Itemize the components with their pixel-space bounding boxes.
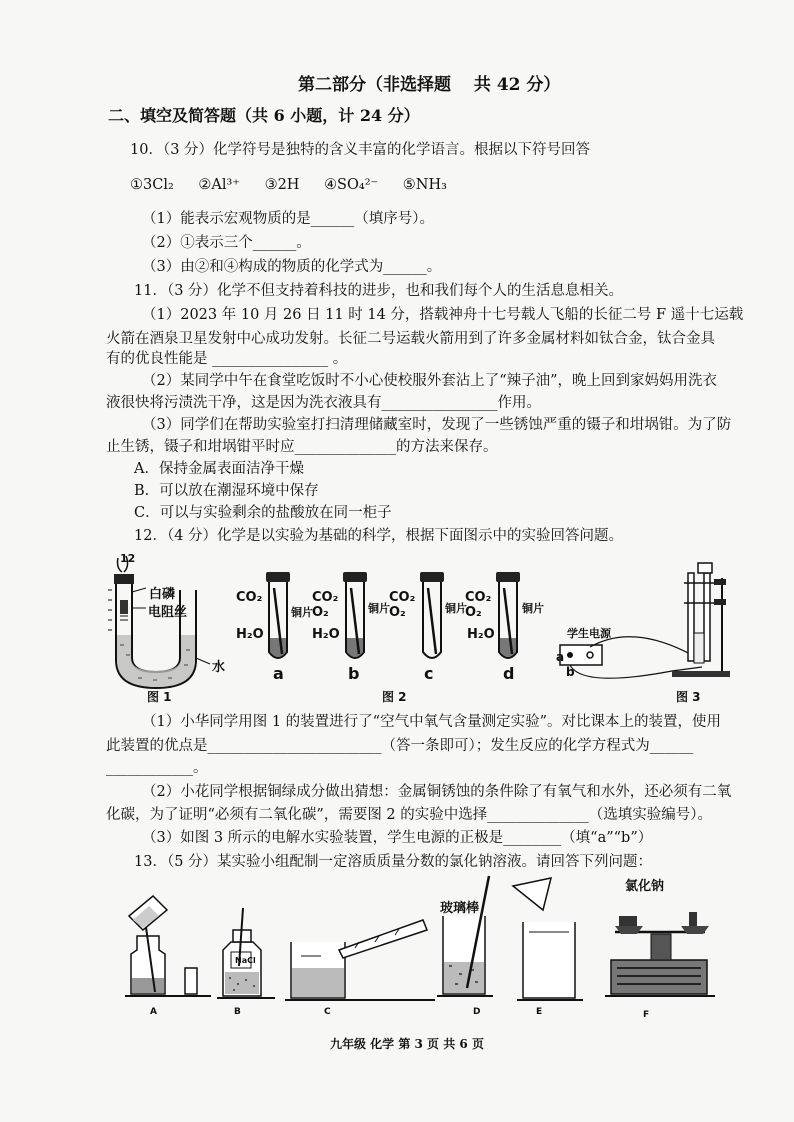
q13-letter-f: F	[643, 1010, 650, 1020]
q11-option-b: B．可以放在潮湿环境中保存	[134, 483, 319, 499]
q10-symbol-5: ⑤NH₃	[402, 177, 447, 193]
tube-b-letter: b	[348, 664, 360, 683]
q13-letter-a: A	[150, 1007, 157, 1017]
part-title: 第二部分（非选择题 共 42 分）	[298, 75, 561, 95]
q13-letter-d: D	[473, 1007, 481, 1017]
page-footer: 九年级 化学 第 3 页 共 6 页	[330, 1037, 484, 1051]
fig1-number: 12	[120, 552, 136, 565]
figure-2-test-tubes	[262, 568, 532, 678]
q11-option-a: A．保持金属表面洁净干燥	[134, 461, 304, 477]
q12-sub1-line3: ____________。	[106, 760, 208, 776]
q12-sub2-line2: 化碳，为了证明“必须有二氧化碳”，需要图 2 的实验中选择______________（选填实验编号）。	[106, 807, 713, 823]
fig2-caption: 图 2	[382, 690, 407, 704]
q11-sub2-line1: （2）某同学中午在食堂吃饭时不小心使校服外套沾上了“辣子油”，晚上回到家妈妈用洗衣	[142, 373, 718, 389]
q11-sub2-line2: 液很快将污渍洗干净，这是因为洗衣液具有________________作用。	[106, 395, 541, 411]
q11-sub3-line2: 止生锈，镊子和坩埚钳平时应______________的方法来保存。	[106, 439, 498, 455]
q10-symbol-1: ①3Cl₂	[130, 177, 174, 193]
q10-symbol-2: ②Al³⁺	[198, 177, 240, 193]
q13-letter-e: E	[536, 1007, 543, 1017]
q13-letter-b: B	[234, 1007, 241, 1017]
q13-figure	[125, 876, 725, 1006]
tube-a-metal: 铜片	[291, 606, 313, 619]
q10-symbol-4: ④SO₄²⁻	[324, 177, 379, 193]
fig3-terminal-a: a	[556, 650, 565, 664]
tube-c-letter: c	[424, 664, 434, 683]
tube-c-metal: 铜片	[445, 602, 467, 615]
q12-sub1-line2: 此装置的优点是________________________（答一条即可）；发生反应的化学方程式为______	[106, 738, 694, 754]
figure-1-u-tube	[98, 550, 233, 700]
q11-sub1-line2: 火箭在酒泉卫星发射中心成功发射。长征二号运载火箭用到了许多金属材料如钛合金，钛合金具	[106, 331, 715, 347]
tube-b-metal: 铜片	[368, 602, 390, 615]
q13-stem: 13．（5 分）某实验小组配制一定溶质质量分数的氯化钠溶液。请回答下列问题：	[134, 854, 653, 870]
q13-label-nacl: 氯化钠	[625, 879, 665, 894]
q10-sub2: （2）①表示三个______。	[142, 235, 311, 251]
q10-symbols	[130, 175, 467, 195]
q10-sub3: （3）由②和④构成的物质的化学式为______。	[142, 259, 442, 275]
q12-sub1-line1: （1）小华同学用图 1 的装置进行了“空气中氧气含量测定实验”。对比课本上的装置，使用	[142, 714, 721, 730]
tube-b-gas-1: CO₂	[312, 590, 339, 605]
tube-c-gas-1: CO₂	[389, 590, 416, 605]
section-heading: 二、填空及简答题（共 6 小题，计 24 分）	[108, 106, 420, 125]
q12-stem: 12．（4 分）化学是以实验为基础的科学，根据下面图示中的实验回答问题。	[134, 528, 624, 544]
fig3-caption: 图 3	[676, 690, 701, 704]
q12-sub2-line1: （2）小花同学根据铜绿成分做出猜想：金属铜锈蚀的条件除了有氧气和水外，还必须有二氧	[142, 784, 732, 800]
q10-sub1: （1）能表示宏观物质的是______（填序号）。	[142, 211, 434, 227]
tube-d-metal: 铜片	[522, 602, 544, 615]
tube-d-letter: d	[503, 664, 515, 683]
q13-letter-c: C	[324, 1007, 331, 1017]
tube-a-gas-1: CO₂	[236, 590, 263, 605]
q11-sub1-line1: （1）2023 年 10 月 26 日 11 时 14 分，搭载神舟十七号载人飞船的长征二号 F 遥十七运载	[142, 307, 744, 323]
q11-option-c: C．可以与实验剩余的盐酸放在同一柜子	[134, 505, 392, 521]
tube-b-liquid: H₂O	[312, 627, 340, 642]
fig1-label-bailin: 白磷	[149, 587, 176, 602]
tube-c-gas-2: O₂	[389, 605, 406, 620]
q13-label-glass-rod: 玻璃棒	[440, 901, 480, 916]
q11-stem: 11．（3 分）化学不但支持着科技的进步，也和我们每个人的生活息息相关。	[134, 283, 624, 299]
fig1-caption: 图 1	[147, 690, 172, 704]
q11-sub1-line3: 有的优良性能是 ________________ 。	[106, 351, 348, 367]
fig1-label-water: 水	[212, 660, 226, 675]
tube-d-gas-1: CO₂	[465, 590, 492, 605]
fig1-label-resistor: 电阻丝	[148, 605, 188, 620]
q13-jar-label: NaCl	[235, 956, 256, 965]
q11-sub3-line1: （3）同学们在帮助实验室打扫清理储藏室时，发现了一些锈蚀严重的镊子和坩埚钳。为了防	[142, 417, 732, 433]
q10-stem: 10．（3 分）化学符号是独特的含义丰富的化学语言。根据以下符号回答	[130, 142, 591, 158]
q12-sub3: （3）如图 3 所示的电解水实验装置，学生电源的正极是________（填“a”“b”）	[142, 830, 653, 846]
tube-a-letter: a	[273, 664, 284, 683]
tube-b-gas-2: O₂	[312, 605, 329, 620]
tube-d-liquid: H₂O	[467, 627, 495, 642]
tube-d-gas-2: O₂	[465, 605, 482, 620]
tube-a-liquid: H₂O	[236, 627, 264, 642]
fig3-label-power: 学生电源	[567, 627, 611, 640]
q10-symbol-3: ③2H	[264, 177, 300, 193]
fig3-terminal-b: b	[566, 665, 575, 679]
